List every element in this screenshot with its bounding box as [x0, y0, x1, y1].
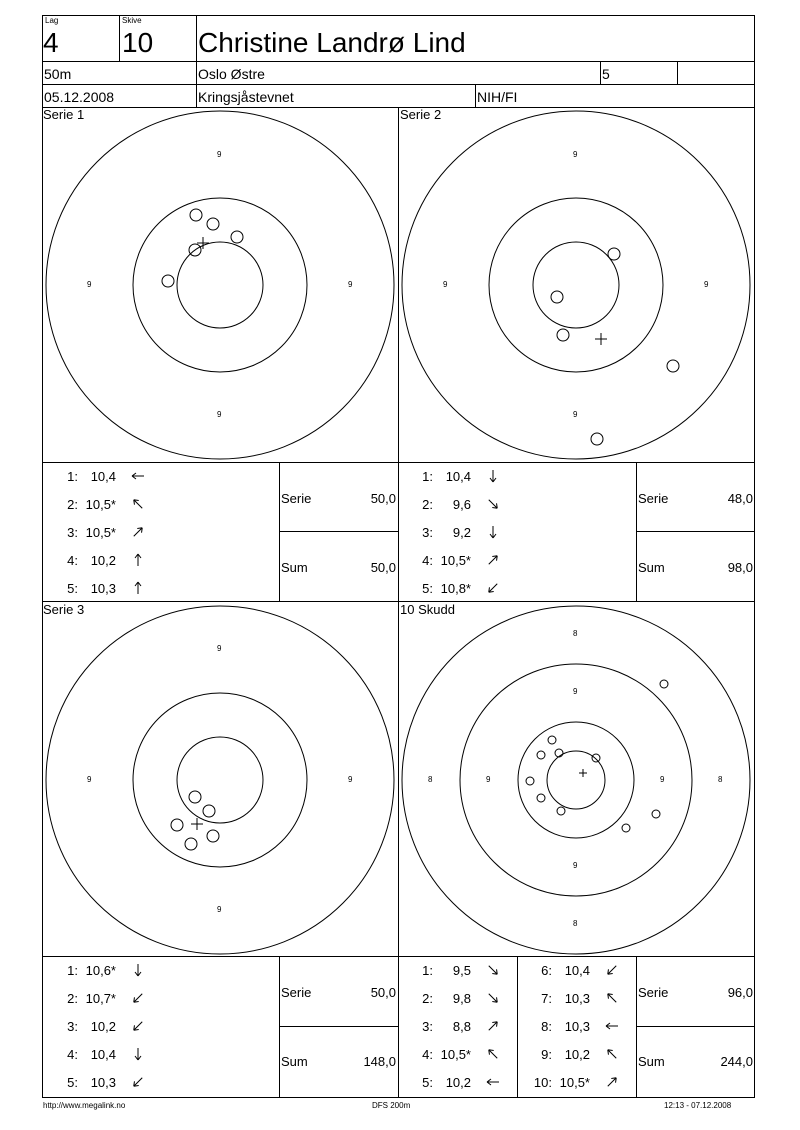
shot-value: 10,3: [90, 1075, 116, 1090]
shot-value: 10,6*: [85, 963, 116, 978]
serie-label: Serie: [281, 985, 312, 1000]
shot-value: 10,8*: [440, 581, 471, 596]
shot-value: 10,2: [90, 553, 116, 568]
target-title: Serie 1: [43, 107, 85, 122]
arrow-up-left-icon: [604, 990, 620, 1006]
shot-row: [405, 964, 471, 977]
lag-value: 4: [43, 27, 59, 58]
arrow-up-right-icon: [604, 1074, 620, 1090]
shot-row: [50, 1020, 116, 1033]
shot-row: [524, 1020, 590, 1033]
shot-hole: [203, 805, 215, 817]
serie-label: Serie: [281, 491, 312, 506]
arrow-up-left-icon: [130, 496, 146, 512]
shot-row: [405, 498, 471, 511]
group-center-mark: [595, 333, 607, 345]
shot-hole: [189, 791, 201, 803]
arrow-left-icon: [485, 1074, 501, 1090]
ring-label: 9: [660, 775, 665, 784]
shot-number: 3:: [422, 1019, 433, 1034]
shot-value: 9,8: [452, 991, 471, 1006]
shot-value: 10,5*: [559, 1075, 590, 1090]
shot-hole: [555, 749, 563, 757]
shot-value: 10,7*: [85, 991, 116, 1006]
shot-number: 4:: [422, 553, 433, 568]
shot-value: 8,8: [452, 1019, 471, 1034]
sum-label: Sum: [638, 560, 665, 575]
shot-row: [405, 1020, 471, 1033]
target-serie-2: [402, 111, 750, 459]
shot-number: 3:: [67, 525, 78, 540]
ring-label: 9: [87, 775, 92, 784]
shot-holes: [171, 791, 219, 850]
shot-value: 10,5*: [440, 553, 471, 568]
shot-row: [524, 1076, 590, 1089]
lag-label: Lag: [45, 16, 59, 25]
shot-number: 6:: [541, 963, 552, 978]
target-title: Serie 3: [43, 602, 85, 617]
ring-label: 9: [486, 775, 491, 784]
arrow-down-right-icon: [485, 496, 501, 512]
arrow-down-icon: [130, 962, 146, 978]
serie-value: 48,0: [727, 491, 753, 506]
arrow-left-icon: [604, 1018, 620, 1034]
serie-value: 96,0: [727, 985, 753, 1000]
sum-value: 98,0: [727, 560, 753, 575]
arrow-down-left-icon: [130, 1074, 146, 1090]
shot-hole: [231, 231, 243, 243]
shot-row: [405, 1076, 471, 1089]
shot-number: 9:: [541, 1047, 552, 1062]
shot-value: 10,3: [564, 1019, 590, 1034]
ring-label: 9: [443, 280, 448, 289]
shot-value: 10,3: [90, 581, 116, 596]
ring-label: 9: [217, 644, 222, 653]
serie-value: 50,0: [370, 985, 396, 1000]
ring-label: 9: [573, 687, 578, 696]
footer-center: DFS 200m: [372, 1101, 411, 1110]
serie-label: Serie: [638, 491, 669, 506]
ring-label: 8: [718, 775, 723, 784]
shot-value: 10,2: [445, 1075, 471, 1090]
shot-row: [405, 992, 471, 1005]
shot-row: [50, 582, 116, 595]
shot-row: [524, 1048, 590, 1061]
serie-label: Serie: [638, 985, 669, 1000]
arrow-up-right-icon: [485, 552, 501, 568]
shot-row: [405, 582, 471, 595]
shot-row: [405, 470, 471, 483]
shot-hole: [537, 794, 545, 802]
shot-value: 10,4: [445, 469, 471, 484]
shot-number: 4:: [422, 1047, 433, 1062]
target-title: 10 Skudd: [400, 602, 455, 617]
footer-url: http://www.megalink.no: [43, 1101, 126, 1110]
arrow-up-icon: [130, 580, 146, 596]
shot-number: 1:: [67, 469, 78, 484]
shot-number: 7:: [541, 991, 552, 1006]
ring-label: 9: [217, 150, 222, 159]
shot-value: 9,5: [452, 963, 471, 978]
group-center-mark: [191, 818, 203, 830]
ring-label: 9: [348, 775, 353, 784]
arrow-down-right-icon: [485, 990, 501, 1006]
ring-label: 8: [573, 629, 578, 638]
shot-hole: [622, 824, 630, 832]
shot-row: [50, 1076, 116, 1089]
shot-value: 9,6: [452, 497, 471, 512]
shot-number: 3:: [422, 525, 433, 540]
distance: 50m: [44, 66, 72, 82]
sum-value: 50,0: [370, 560, 396, 575]
arrow-up-left-icon: [485, 1046, 501, 1062]
arrow-up-icon: [130, 552, 146, 568]
arrow-down-left-icon: [485, 580, 501, 596]
shot-row: [50, 1048, 116, 1061]
ring-label: 9: [348, 280, 353, 289]
shot-number: 5:: [422, 1075, 433, 1090]
shot-holes: [526, 680, 668, 832]
ring-label: 9: [704, 280, 709, 289]
shot-value: 10,3: [564, 991, 590, 1006]
shot-value: 10,5*: [85, 525, 116, 540]
shooter-name: Christine Landrø Lind: [198, 27, 466, 58]
target-10-skudd: [402, 606, 750, 954]
shot-hole: [591, 433, 603, 445]
arrow-down-icon: [130, 1046, 146, 1062]
target-serie-1: [46, 111, 394, 459]
shot-number: 1:: [422, 469, 433, 484]
shot-hole: [592, 754, 600, 762]
shot-hole: [551, 291, 563, 303]
arrow-up-left-icon: [604, 1046, 620, 1062]
shot-row: [405, 1048, 471, 1061]
shot-row: [50, 526, 116, 539]
shot-hole: [660, 680, 668, 688]
shot-value: 10,2: [564, 1047, 590, 1062]
target-title: Serie 2: [400, 107, 442, 122]
shot-hole: [162, 275, 174, 287]
serie-value: 50,0: [370, 491, 396, 506]
shot-value: 10,2: [90, 1019, 116, 1034]
shot-hole: [608, 248, 620, 260]
shot-hole: [537, 751, 545, 759]
ring-label: 9: [217, 410, 222, 419]
shot-hole: [548, 736, 556, 744]
shot-row: [50, 554, 116, 567]
shot-hole: [526, 777, 534, 785]
footer-timestamp: 12:13 - 07.12.2008: [664, 1101, 732, 1110]
shot-hole: [185, 838, 197, 850]
shot-value: 10,5*: [85, 497, 116, 512]
sum-label: Sum: [281, 560, 308, 575]
shot-number: 2:: [422, 497, 433, 512]
ring-label: 9: [217, 905, 222, 914]
shot-hole: [190, 209, 202, 221]
skive-value: 10: [122, 27, 154, 58]
event: Kringsjåstevnet: [198, 89, 294, 105]
shot-value: 10,5*: [440, 1047, 471, 1062]
ring-label: 9: [573, 861, 578, 870]
shot-number: 2:: [67, 497, 78, 512]
shot-number: 5:: [422, 581, 433, 596]
arrow-down-left-icon: [130, 1018, 146, 1034]
shot-row: [50, 470, 116, 483]
sum-label: Sum: [638, 1054, 665, 1069]
ring-label: 8: [573, 919, 578, 928]
arrow-down-left-icon: [130, 990, 146, 1006]
shot-number: 5:: [67, 1075, 78, 1090]
shot-row: [524, 964, 590, 977]
shot-row: [524, 992, 590, 1005]
arrow-up-right-icon: [485, 1018, 501, 1034]
shot-hole: [207, 218, 219, 230]
date: 05.12.2008: [44, 89, 115, 105]
ring-label: 8: [428, 775, 433, 784]
shot-hole: [207, 830, 219, 842]
shot-value: 9,2: [452, 525, 471, 540]
shot-row: [405, 554, 471, 567]
arrow-left-icon: [130, 468, 146, 484]
shot-value: 10,4: [90, 1047, 116, 1062]
class: 5: [602, 66, 610, 82]
shot-row: [50, 992, 116, 1005]
ring-label: 9: [573, 150, 578, 159]
skive-label: Skive: [122, 16, 142, 25]
shot-row: [50, 498, 116, 511]
sum-value: 148,0: [363, 1054, 396, 1069]
ring-label: 9: [87, 280, 92, 289]
club: Oslo Østre: [198, 66, 265, 82]
shot-hole: [171, 819, 183, 831]
shot-number: 2:: [67, 991, 78, 1006]
shot-number: 8:: [541, 1019, 552, 1034]
shot-number: 4:: [67, 553, 78, 568]
shot-hole: [557, 807, 565, 815]
shot-row: [405, 526, 471, 539]
arrow-down-left-icon: [604, 962, 620, 978]
sum-value: 244,0: [720, 1054, 753, 1069]
shot-number: 10:: [533, 1075, 552, 1090]
arrow-down-right-icon: [485, 962, 501, 978]
arrow-up-right-icon: [130, 524, 146, 540]
shot-number: 5:: [67, 581, 78, 596]
organizer: NIH/FI: [477, 89, 518, 105]
group-center-mark: [579, 769, 587, 777]
shot-number: 1:: [67, 963, 78, 978]
shot-hole: [667, 360, 679, 372]
shot-number: 1:: [422, 963, 433, 978]
shot-value: 10,4: [90, 469, 116, 484]
sum-label: Sum: [281, 1054, 308, 1069]
arrow-down-icon: [485, 468, 501, 484]
ring-label: 9: [573, 410, 578, 419]
shot-hole: [557, 329, 569, 341]
target-serie-3: [46, 606, 394, 954]
shot-number: 3:: [67, 1019, 78, 1034]
shot-hole: [652, 810, 660, 818]
shot-holes: [551, 248, 679, 445]
shot-value: 10,4: [564, 963, 590, 978]
shot-number: 2:: [422, 991, 433, 1006]
arrow-down-icon: [485, 524, 501, 540]
shot-number: 4:: [67, 1047, 78, 1062]
shot-row: [50, 964, 116, 977]
